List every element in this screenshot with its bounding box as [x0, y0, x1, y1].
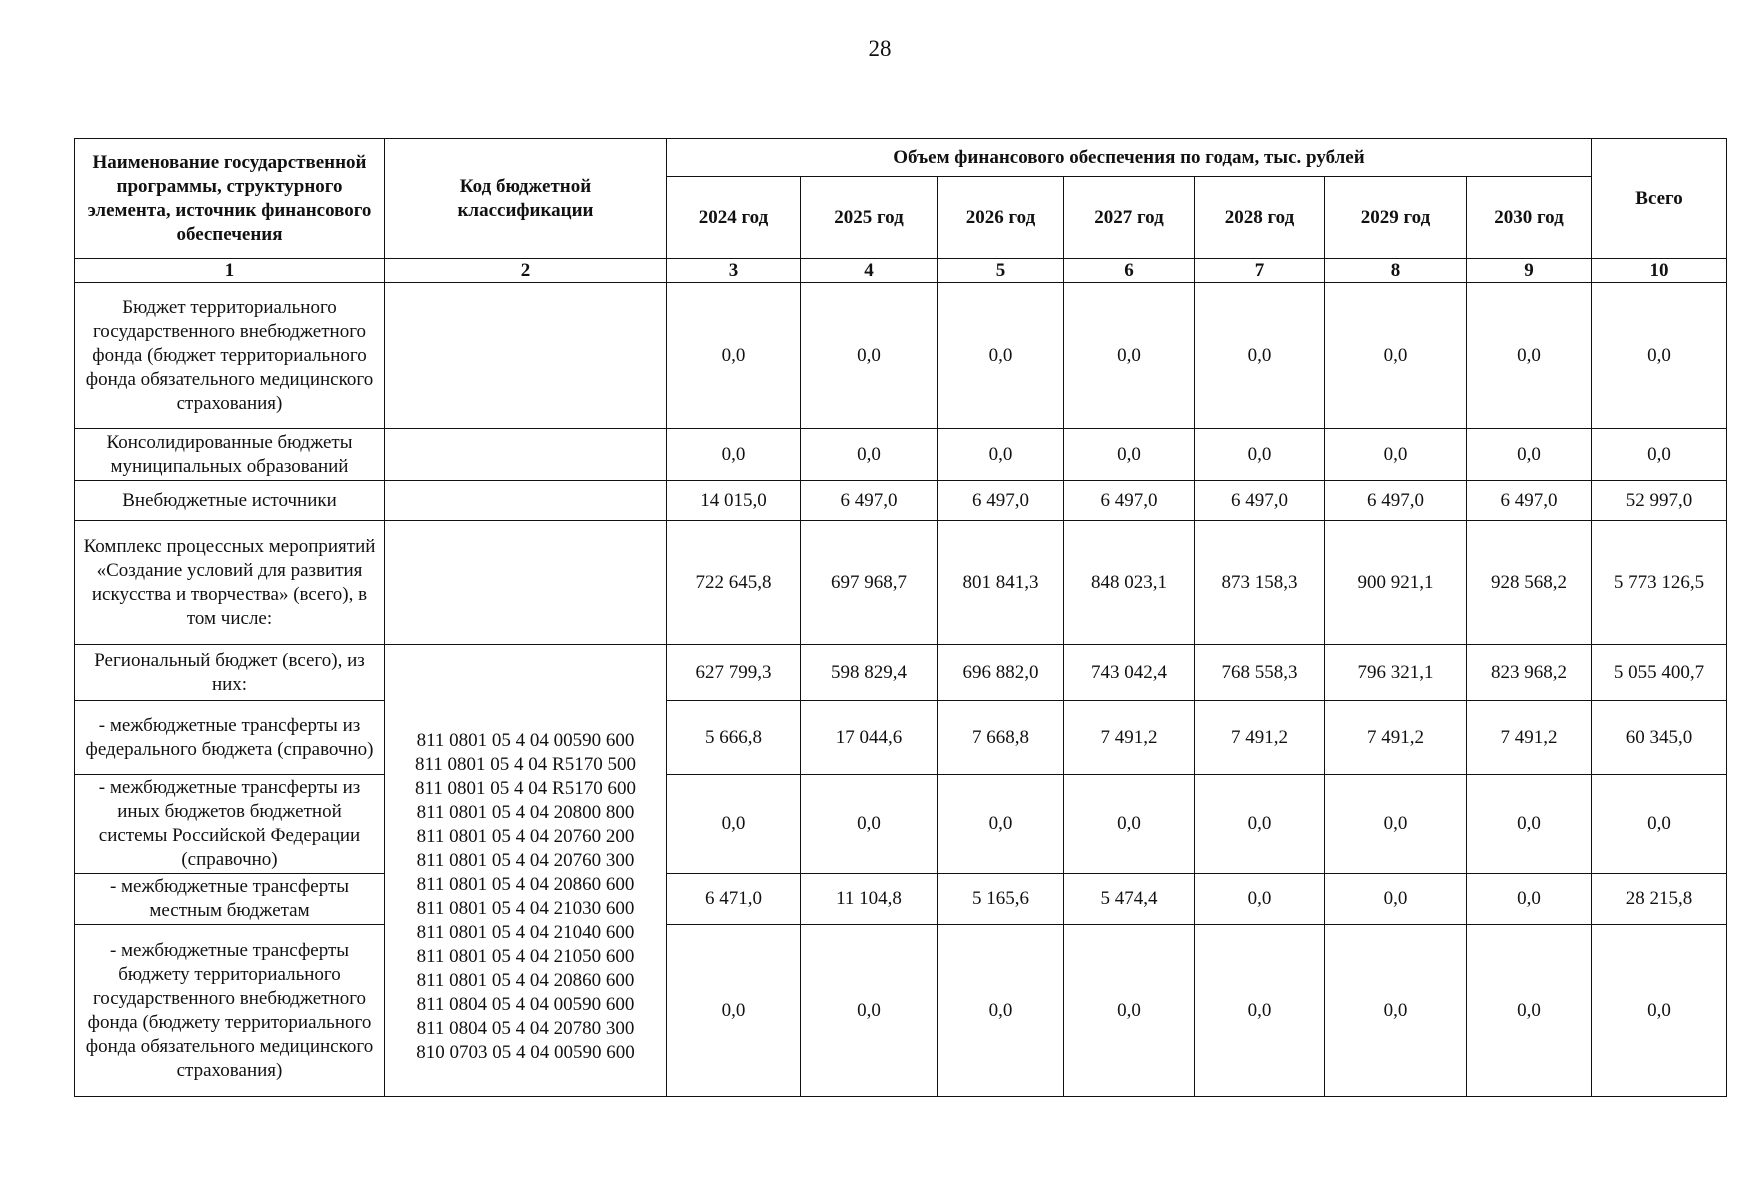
budget-code: 811 0801 05 4 04 20860 600 [416, 970, 635, 991]
row-value: 0,0 [938, 775, 1064, 874]
table-row [75, 775, 1727, 874]
row-value: 873 158,3 [1195, 521, 1325, 645]
budget-code: 811 0801 05 4 04 20760 200 [416, 826, 635, 847]
header-year: 2025 год [801, 177, 938, 259]
row-value: 928 568,2 [1467, 521, 1592, 645]
row-value: 0,0 [667, 429, 801, 481]
table-row [75, 283, 1727, 429]
column-number: 1 [75, 259, 385, 283]
row-name: Консолидированные бюджеты муниципальных образований [75, 429, 385, 481]
row-value: 0,0 [1325, 925, 1467, 1097]
row-value: 0,0 [1467, 429, 1592, 481]
row-value: 6 497,0 [1064, 481, 1195, 521]
row-value: 28 215,8 [1592, 874, 1727, 925]
row-value: 0,0 [1195, 283, 1325, 429]
table-row [75, 521, 1727, 645]
table-row [75, 481, 1727, 521]
budget-codes [385, 645, 667, 1097]
row-value: 7 491,2 [1467, 701, 1592, 775]
row-value: 722 645,8 [667, 521, 801, 645]
header-year: 2030 год [1467, 177, 1592, 259]
row-value: 0,0 [1195, 925, 1325, 1097]
row-value: 0,0 [1592, 283, 1727, 429]
page-number: 28 [868, 36, 892, 61]
row-value: 0,0 [667, 283, 801, 429]
row-value: 6 471,0 [667, 874, 801, 925]
budget-code: 811 0801 05 4 04 20800 800 [416, 802, 635, 823]
row-value: 6 497,0 [1325, 481, 1467, 521]
row-value: 60 345,0 [1592, 701, 1727, 775]
row-value: 0,0 [1592, 429, 1727, 481]
row-value: 14 015,0 [667, 481, 801, 521]
row-value: 823 968,2 [1467, 645, 1592, 701]
budget-code: 811 0804 05 4 04 00590 600 [416, 994, 635, 1015]
row-value: 0,0 [1467, 283, 1592, 429]
column-number: 10 [1592, 259, 1727, 283]
table-row [75, 429, 1727, 481]
row-value: 768 558,3 [1195, 645, 1325, 701]
header-volume: Объем финансового обеспечения по годам, тыс. рублей [667, 139, 1592, 177]
column-number: 9 [1467, 259, 1592, 283]
header-name: Наименование государственной программы, структурного элемента, источник финансового обеспечения [75, 139, 385, 259]
row-value: 6 497,0 [1195, 481, 1325, 521]
table-row [75, 645, 1727, 701]
column-number: 2 [385, 259, 667, 283]
row-value: 52 997,0 [1592, 481, 1727, 521]
row-value: 0,0 [1064, 429, 1195, 481]
row-value: 0,0 [938, 283, 1064, 429]
financing-table [74, 138, 1727, 1097]
column-number: 5 [938, 259, 1064, 283]
row-name: Комплекс процессных мероприятий «Создание условий для развития искусства и творчества» (всего), в том числе: [75, 521, 385, 645]
header-year: 2028 год [1195, 177, 1325, 259]
row-value: 0,0 [1467, 925, 1592, 1097]
row-value: 7 491,2 [1064, 701, 1195, 775]
column-number: 6 [1064, 259, 1195, 283]
row-value: 0,0 [1592, 925, 1727, 1097]
budget-code: 811 0801 05 4 04 R5170 600 [415, 778, 636, 799]
row-name: Внебюджетные источники [75, 481, 385, 521]
row-value: 0,0 [801, 283, 938, 429]
row-value: 7 668,8 [938, 701, 1064, 775]
row-value: 0,0 [667, 925, 801, 1097]
row-value: 17 044,6 [801, 701, 938, 775]
row-value: 5 773 126,5 [1592, 521, 1727, 645]
row-value: 5 666,8 [667, 701, 801, 775]
table-row [75, 701, 1727, 775]
column-number: 3 [667, 259, 801, 283]
row-value: 0,0 [938, 925, 1064, 1097]
column-number: 7 [1195, 259, 1325, 283]
row-value: 5 474,4 [1064, 874, 1195, 925]
row-value: 0,0 [1325, 429, 1467, 481]
row-value: 697 968,7 [801, 521, 938, 645]
header-year: 2024 год [667, 177, 801, 259]
row-value: 0,0 [667, 775, 801, 874]
row-name: - межбюджетные трансферты бюджету территориального государственного внебюджетного фонда (бюджету территориального фонда обязательного медицинского страхования) [75, 925, 385, 1097]
row-name: Бюджет территориального государственного внебюджетного фонда (бюджет территориального фонда обязательного медицинского страхования) [75, 283, 385, 429]
header-code: Код бюджетной классификации [385, 139, 667, 259]
row-value: 0,0 [1467, 775, 1592, 874]
row-value: 11 104,8 [801, 874, 938, 925]
row-value: 0,0 [1467, 874, 1592, 925]
row-value: 6 497,0 [1467, 481, 1592, 521]
header-year: 2029 год [1325, 177, 1467, 259]
row-value: 801 841,3 [938, 521, 1064, 645]
row-name: - межбюджетные трансферты из иных бюджетов бюджетной системы Российской Федерации (справочно) [75, 775, 385, 874]
row-value: 6 497,0 [938, 481, 1064, 521]
table-row [75, 874, 1727, 925]
row-value: 0,0 [1195, 775, 1325, 874]
row-value: 0,0 [1325, 874, 1467, 925]
budget-code: 811 0801 05 4 04 21030 600 [416, 898, 635, 919]
row-value: 6 497,0 [801, 481, 938, 521]
row-name: Региональный бюджет (всего), из них: [75, 645, 385, 701]
budget-code: 811 0801 05 4 04 R5170 500 [415, 754, 636, 775]
row-value: 796 321,1 [1325, 645, 1467, 701]
budget-code: 811 0801 05 4 04 00590 600 [416, 730, 635, 751]
header-year: 2026 год [938, 177, 1064, 259]
row-value: 0,0 [1195, 429, 1325, 481]
column-number: 4 [801, 259, 938, 283]
budget-code: 811 0801 05 4 04 21040 600 [416, 922, 635, 943]
budget-code: 811 0804 05 4 04 20780 300 [416, 1018, 635, 1039]
row-value: 900 921,1 [1325, 521, 1467, 645]
budget-code: 811 0801 05 4 04 21050 600 [416, 946, 635, 967]
row-code [385, 521, 667, 645]
row-value: 7 491,2 [1325, 701, 1467, 775]
row-value: 0,0 [1064, 925, 1195, 1097]
row-value: 0,0 [938, 429, 1064, 481]
header-total: Всего [1592, 139, 1727, 259]
row-value: 0,0 [1325, 775, 1467, 874]
row-value: 7 491,2 [1195, 701, 1325, 775]
row-name: - межбюджетные трансферты из федерального бюджета (справочно) [75, 701, 385, 775]
row-code [385, 283, 667, 429]
row-code [385, 481, 667, 521]
table-row [75, 925, 1727, 1097]
row-value: 0,0 [801, 429, 938, 481]
row-name: - межбюджетные трансферты местным бюджетам [75, 874, 385, 925]
budget-code: 810 0703 05 4 04 00590 600 [416, 1042, 635, 1063]
row-value: 5 165,6 [938, 874, 1064, 925]
row-value: 696 882,0 [938, 645, 1064, 701]
row-value: 0,0 [1064, 775, 1195, 874]
row-value: 598 829,4 [801, 645, 938, 701]
column-number: 8 [1325, 259, 1467, 283]
row-value: 5 055 400,7 [1592, 645, 1727, 701]
row-code [385, 429, 667, 481]
budget-code: 811 0801 05 4 04 20860 600 [416, 874, 635, 895]
row-value: 0,0 [1064, 283, 1195, 429]
header-year: 2027 год [1064, 177, 1195, 259]
row-value: 0,0 [1592, 775, 1727, 874]
row-value: 743 042,4 [1064, 645, 1195, 701]
row-value: 0,0 [1195, 874, 1325, 925]
row-value: 0,0 [801, 775, 938, 874]
row-value: 627 799,3 [667, 645, 801, 701]
row-value: 0,0 [801, 925, 938, 1097]
budget-code: 811 0801 05 4 04 20760 300 [416, 850, 635, 871]
row-value: 0,0 [1325, 283, 1467, 429]
row-value: 848 023,1 [1064, 521, 1195, 645]
